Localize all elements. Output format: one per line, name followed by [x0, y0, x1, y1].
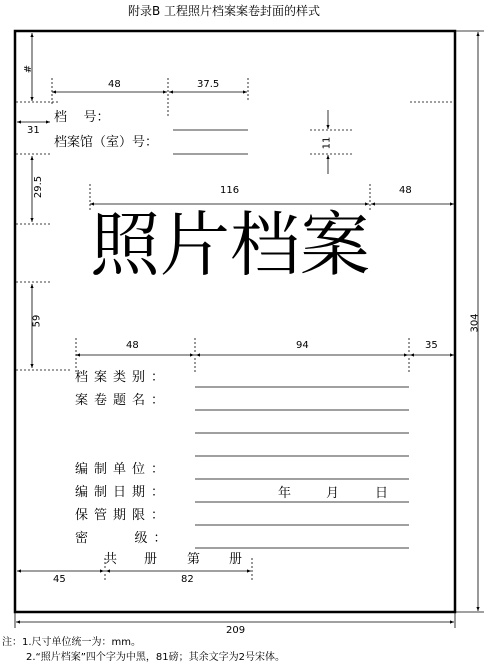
dim-label-48-right: 48: [399, 185, 412, 196]
archive-no-label: 档 号：: [54, 110, 110, 125]
field-label-retention: 保管期限：: [75, 508, 171, 523]
dim-label-11: 11: [321, 136, 333, 150]
note-line-1: 注：1.尺寸单位统一为：mm。: [2, 637, 142, 648]
dim-label-82: 82: [181, 574, 194, 585]
volume-no-label: 第: [187, 552, 201, 567]
note-line-2: 2.“照片档案”四个字为中黑，81磅；其余文字为2号宋体。: [26, 652, 285, 663]
field-label-title: 案卷题名：: [75, 393, 171, 408]
dim-label-48-mid: 48: [126, 340, 139, 351]
page-title: 附录B 工程照片档案案卷封面的样式: [128, 4, 321, 18]
dim-label-116: 116: [220, 185, 240, 196]
date-year-label: 年: [278, 486, 292, 501]
dim-label-94: 94: [296, 340, 309, 351]
volume-unit-1: 册: [144, 552, 158, 567]
dim-label-35: 35: [425, 340, 438, 351]
archive-office-label: 档案馆（室）号：: [54, 135, 159, 150]
dim-label-45: 45: [53, 574, 66, 585]
dim-label-37-5: 37.5: [197, 79, 220, 90]
dim-label-59: 59: [31, 314, 43, 328]
dim-label-29-5: 29.5: [33, 175, 45, 199]
volume-unit-2: 册: [229, 552, 243, 567]
dim-label-304: 304: [469, 313, 481, 333]
dim-label-top-offset: #: [23, 64, 35, 74]
volume-total-label: 共: [104, 552, 118, 567]
field-label-classification: 密 级：: [75, 531, 173, 546]
dim-label-209: 209: [226, 625, 246, 636]
dim-label-48-top: 48: [108, 79, 121, 90]
cover-main-title: 照片档案: [90, 204, 370, 286]
dim-label-31: 31: [27, 125, 40, 136]
field-label-category: 档案类别：: [75, 370, 171, 385]
field-label-date: 编制日期：: [75, 485, 171, 500]
field-label-unit: 编制单位：: [75, 462, 171, 477]
date-day-label: 日: [375, 486, 389, 501]
date-month-label: 月: [326, 486, 340, 501]
